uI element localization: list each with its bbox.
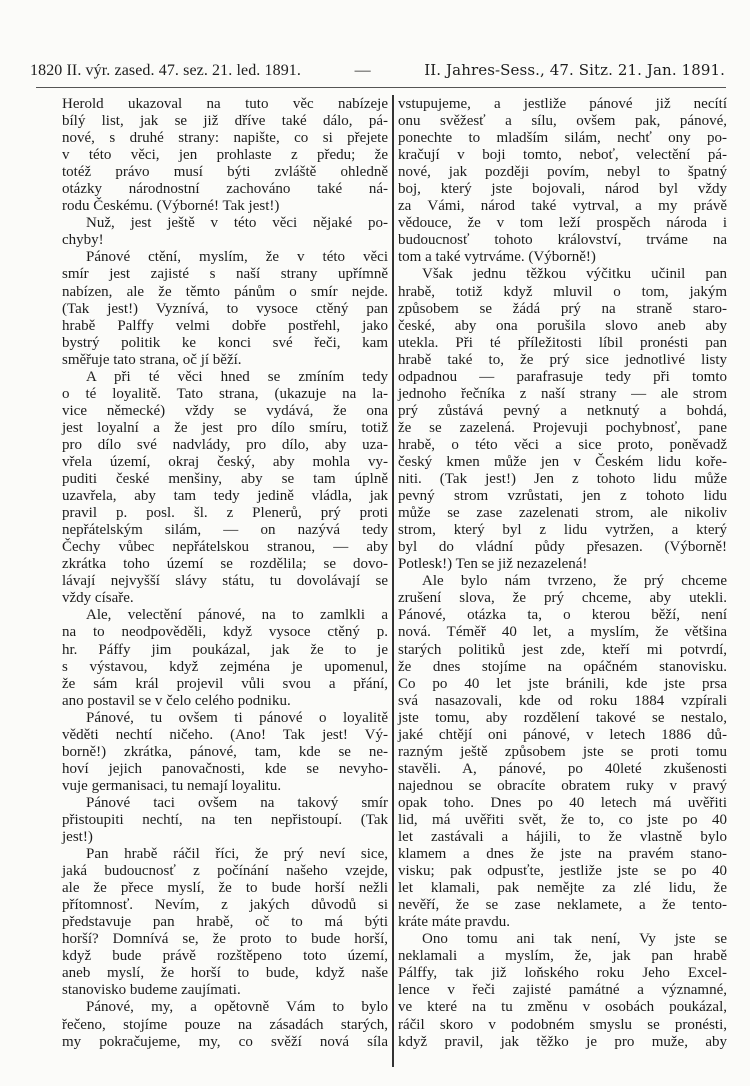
text-line: odpadnou — parafrasuje tedy při tomto	[398, 368, 727, 385]
text-line: že se zazelená. Projevuji pochybnosť, pane	[398, 419, 727, 436]
text-line: nevěří, že se zase neklamete, a že tento-	[398, 897, 727, 914]
text-line: my pokračujeme, my, co svěží nová síla	[62, 1033, 388, 1050]
text-line: razným ještě způsobem jste se proti tomu	[398, 743, 727, 760]
text-line: stavěli. A, pánové, po 40leté zkušenosti	[398, 760, 727, 777]
text-line: zkrátka toho území se rozdělila; se dovo-	[62, 556, 388, 573]
text-line: že dnes stojíme na opáčném stanovisku.	[398, 658, 727, 675]
text-line: najednou se obracíte obratem ruky v pravý	[398, 777, 727, 794]
text-line: hrabě také to, že prý sice jednotlivé listy	[398, 351, 727, 368]
left-column	[62, 96, 388, 1051]
text-line: Ale, velectění pánové, na to zamlkli a	[86, 607, 388, 624]
text-line: (Tak jest!) Vyznívá, to vysoce ctěný pan	[62, 300, 388, 317]
text-line: pevný strom vzrůstati, jen z tohoto lidu	[398, 488, 727, 505]
text-line: bystrý politik ke konci své řeči, kam	[62, 334, 388, 351]
text-line: neklamali a myslím, že, jak pan hrabě	[398, 948, 727, 965]
text-line: Pánové, my, a opětovně Vám to bylo	[86, 999, 388, 1016]
text-line: hrabě, totiž když mluvil o tom, jakým	[398, 283, 727, 300]
text-line: v této věci, jen prohlaste z předu; že	[62, 147, 388, 164]
text-line: český kmen může jen v Českém lidu koře-	[398, 453, 727, 470]
text-line: totéž právo musí býti zvláště ohledně	[62, 164, 388, 181]
text-line: řečeno, stojíme pouze na zásadách starých,	[62, 1016, 388, 1033]
text-line: svá nasazovali, kde od roku 1884 vzpírali	[398, 692, 727, 709]
text-line: vřela území, okraj český, aby mohla vy-	[62, 453, 388, 470]
text-line: horší? Domnívá se, že proto to bude horší,	[62, 931, 388, 948]
text-line: A při té věci hned se zmíním tedy	[86, 368, 388, 385]
text-line: lid, má uvěřiti svět, že to, co jste po 40	[398, 811, 727, 828]
text-line: zrušení slova, že prý chceme, aby utekli.	[398, 590, 727, 607]
text-line: na to neodpověděli, když vysoce ctěný p.	[62, 624, 388, 641]
text-line: opak toho. Dnes po 40 letech má uvěřiti	[398, 794, 727, 811]
text-line: představuje pan hrabě, oč to má býti	[62, 914, 388, 931]
header-rule	[36, 87, 726, 88]
text-line: pro dílo své nadvlády, pro dílo, aby uza-	[62, 436, 388, 453]
text-line: když bude právě rozštěpeno toto území,	[62, 948, 388, 965]
text-line: Nuž, jest ještě v této věci nějaké po-	[86, 215, 388, 232]
text-line: Pánové, otázka ta, o kterou běží, není	[398, 607, 727, 624]
text-line: smír jest zajisté s naší strany upřímně	[62, 266, 388, 283]
text-line: jaká budoucnosť z počínání našeho vzejde,	[62, 863, 388, 880]
text-line: s výstavou, když zejména je upomenul,	[62, 658, 388, 675]
text-line: kráte máte pravdu.	[398, 914, 511, 931]
text-line: za Vámi, národ také vytrval, a my právě	[398, 198, 727, 215]
text-line: ano postavil se v čelo celého podniku.	[62, 692, 291, 709]
text-line: způsobem se žádá prý na straně staro-	[398, 300, 727, 317]
text-line: starých politiků jest zde, kteří mi potvrdí,	[398, 641, 727, 658]
text-line: borně!) zkrátka, pánové, tam, kde se ne-	[62, 743, 388, 760]
text-line: Herold ukazoval na tuto věc nabízeje	[62, 96, 388, 112]
text-line: let zastávali a hájili, to že vlastně bylo	[398, 829, 727, 846]
text-line: chyby!	[62, 232, 104, 249]
right-column	[398, 96, 727, 1051]
header-german: II. Jahres-Sess., 47. Sitz. 21. Jan. 1891.	[424, 61, 725, 79]
text-line: let klamali, pak nemějte za zlé lidu, že	[398, 880, 727, 897]
text-line: niti. (Tak jest!) Jen z tohoto lidu může	[398, 471, 727, 488]
text-line: utekla. Při té příležitosti líbil pronésti pan	[398, 334, 727, 351]
text-line: puditi české menšiny, aby se tam úplně	[62, 471, 388, 488]
text-line: bílý list, jak se již dříve také dálo, pá-	[62, 113, 388, 130]
text-line: vědouce, že v tom leží prospěch národa i	[398, 215, 727, 232]
text-line: přítomnosť. Nevím, z jakých důvodů si	[62, 897, 388, 914]
text-line: Pánové ctění, myslím, že v této věci	[86, 249, 388, 266]
text-line: české, aby ona porušila slovo aneb aby	[398, 317, 727, 334]
text-line: ale že přece myslí, že to bude horší nežli	[62, 880, 388, 897]
text-line: Ono tomu ani tak není, Vy jste se	[422, 931, 727, 948]
text-line: vice německé) vždy se vydává, že ona	[62, 402, 388, 419]
text-line: Co po 40 let jste bránili, kde jste prsa	[398, 675, 727, 692]
text-line: hrabě Palffy velmi dobře postřehl, jako	[62, 317, 388, 334]
header-dash: —	[354, 62, 371, 79]
page-header	[30, 61, 725, 83]
text-line: onu svěžesť a sílu, ovšem pak, pánové,	[398, 113, 727, 130]
text-line: ponechte to mladším silám, nechť ony po-	[398, 130, 727, 147]
text-line: směřuje tato strana, oč jí běží.	[62, 351, 242, 368]
text-line: že sám král projevil vůli svou a přání,	[62, 675, 388, 692]
text-line: byl do vládní půdy přesazen. (Výborně!	[398, 539, 727, 556]
text-line: boj, který jste bojovali, národ byl vždy	[398, 181, 727, 198]
text-line: vuje germanisaci, tu nemají loyalitu.	[62, 777, 282, 794]
text-line: hoví jejich panovačnosti, kde se nevyho-	[62, 760, 388, 777]
text-line: přistoupiti nechtí, na ten nepřistoupí. (Tak	[62, 811, 388, 828]
text-line: nabízen, ale že těmto pánům o smír nejde.	[62, 283, 388, 300]
text-line: hrabě, o této věci a sice proto, poněvadž	[398, 436, 727, 453]
text-line: budoucnosť tohoto království, trváme na	[398, 232, 727, 249]
text-line: když pravil, jak těžko je pro muže, aby	[398, 1033, 727, 1050]
text-line: věděti nechtí ničeho. (Ano! Tak jest! Vý-	[62, 726, 388, 743]
text-line: Pánové, tu ovšem ti pánové o loyalitě	[86, 709, 388, 726]
text-line: nová. Téměř 40 let, a myslím, že většina	[398, 624, 727, 641]
text-line: Pálffy, tak již loňského roku Jeho Excel-	[398, 965, 727, 982]
text-line: tom a také vytrváme. (Výborně!)	[398, 249, 596, 266]
text-line: jest!)	[62, 829, 93, 846]
text-line: nové, s druhé strany: napište, co si přejete	[62, 130, 388, 147]
text-line: vstupujeme, a jestliže pánové již necítí	[398, 96, 727, 112]
text-line: visku; pak odpusťte, jestliže jste se po 40	[398, 863, 727, 880]
text-line: jest loyalní a že jest pro dílo smíru, totiž	[62, 419, 388, 436]
text-line: lávají nejvyšší slávy státu, tu dovolávají se	[62, 573, 388, 590]
text-line: prý zůstává pevný a netknutý a bohdá,	[398, 402, 727, 419]
text-line: Čechy vůbec nepřátelskou stranou, — aby	[62, 539, 388, 556]
text-line: Potlesk!) Ten se již nezazelená!	[398, 556, 588, 573]
text-line: klamem a dnes že jste na pravém stano-	[398, 846, 727, 863]
text-line: aneb myslí, že horší to bude, když naše	[62, 965, 388, 982]
text-line: Pan hrabě ráčil říci, že prý neví sice,	[86, 846, 388, 863]
text-line: lence v řeči zajisté památné a významné,	[398, 982, 727, 999]
text-line: jste tomu, aby rozdělení takové se nestalo,	[398, 709, 727, 726]
text-line: otázky národnostní zachováno také ná-	[62, 181, 388, 198]
text-line: uzavřela, aby tam tedy jedině vládla, jak	[62, 488, 388, 505]
text-line: nepřátelským silám, — on nazývá tedy	[62, 522, 388, 539]
text-line: ve které na tu změnu v osobách poukázal,	[398, 999, 727, 1016]
text-line: pravil p. posl. šl. z Plenerů, prý proti	[62, 505, 388, 522]
text-line: stanovisko budeme zaujímati.	[62, 982, 241, 999]
text-line: kračují v boji tomto, neboť, velectění pá-	[398, 147, 727, 164]
text-line: Pánové taci ovšem na takový smír	[86, 794, 388, 811]
text-line: Ale bylo nám tvrzeno, že prý chceme	[422, 573, 727, 590]
column-divider	[392, 95, 394, 1067]
text-line: strom, který byl z lidu vytržen, a který	[398, 522, 727, 539]
text-line: o té loyalitě. Tato strana, (ukazuje na la-	[62, 385, 388, 402]
text-line: jednoho řečníka z naší strany — ale strom	[398, 385, 727, 402]
header-czech: 1820 II. výr. zased. 47. sez. 21. led. 1891.	[30, 62, 302, 79]
text-line: hr. Páffy jim poukázal, jak že to je	[62, 641, 388, 658]
text-line: jaké chtějí oni pánové, v letech 1886 dů-	[398, 726, 727, 743]
text-line: rodu Českému. (Výborné! Tak jest!)	[62, 198, 280, 215]
text-line: nové, jak později povím, nebyl to špatný	[398, 164, 727, 181]
text-line: Však jednu těžkou výčitku učinil pan	[422, 266, 727, 283]
text-line: ráčil skoro v podobném smyslu se pronésti,	[398, 1016, 727, 1033]
text-line: vždy císaře.	[62, 590, 134, 607]
text-line: může se zase zazelenati strom, ale nikoliv	[398, 505, 727, 522]
